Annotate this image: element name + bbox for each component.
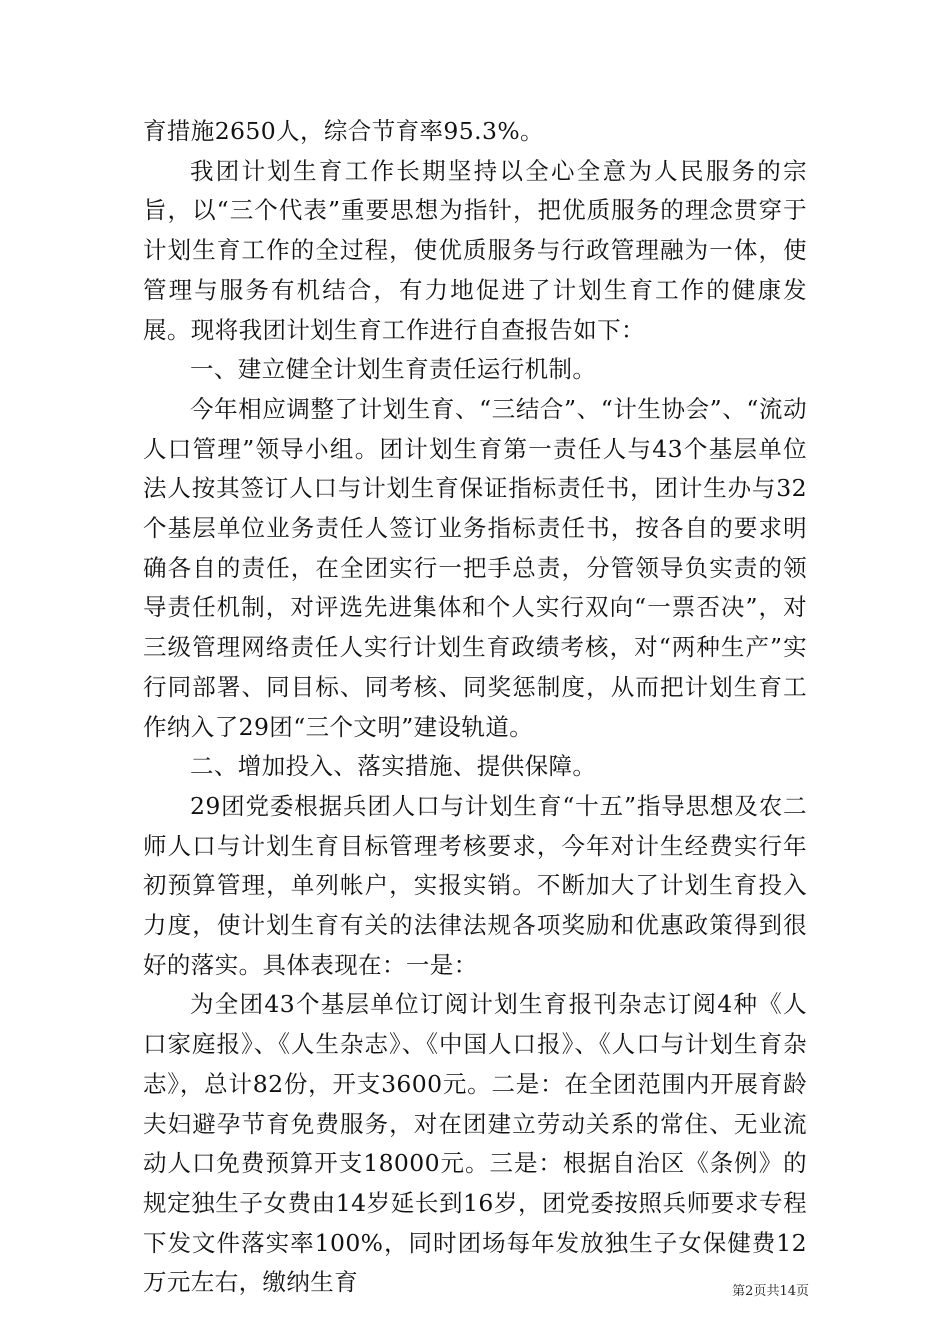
paragraph-section-2: 29团党委根据兵团人口与计划生育“十五”指导思想及农二师人口与计划生育目标管理考核要求，今年对计生经费实行年初预算管理，单列帐户，实报实销。不断加大了计划生育投入力度，使计划生育有关的法律法规各项奖励和优惠政策得到很好的落实。具体表现在：一是： [143, 791, 807, 979]
paragraph-continuation: 育措施2650人，综合节育率95.3%。 [143, 117, 544, 145]
paragraph-section-1: 今年相应调整了计划生育、“三结合”、“计生协会”、“流动人口管理”领导小组。团计划生育第一责任人与43个基层单位法人按其签订人口与计划生育保证指标责任书，团计生办与32个基层单位业务责任人签订业务指标责任书，按各自的要求明确各自的责任，在全团实行一把手总责，分管领导负实责的领导责任机制，对评选先进集体和个人实行双向“一票否决”，对三级管理网络责任人实行计划生育政绩考核，对“两种生产”实行同部署、同目标、同考核、同奖惩制度，从而把计划生育工作纳入了29团“三个文明”建设轨道。 [143, 394, 807, 741]
page-number: 第2页共14页 [732, 1284, 809, 1299]
paragraph-section-2-details: 为全团43个基层单位订阅计划生育报刊杂志订阅4种《人口家庭报》、《人生杂志》、《中国人口报》、《人口与计划生育杂志》，总计82份，开支3600元。二是：在全团范围内开展育龄夫妇避孕节育免费服务，对在团建立劳动关系的常住、无业流动人口免费预算开支18000元。三是：根据自治区《条例》的规定独生子女费由14岁延长到16岁，团党委按照兵师要求专程下发文件落实率100%，同时团场每年发放独生子女保健费12万元左右，缴纳生育 [143, 990, 807, 1297]
section-heading-2: 二、增加投入、落实措施、提供保障。 [190, 752, 597, 781]
document-body [143, 112, 807, 1303]
section-heading-1: 一、建立健全计划生育责任运行机制。 [190, 355, 597, 384]
paragraph-intro: 我团计划生育工作长期坚持以全心全意为人民服务的宗旨，以“三个代表”重要思想为指针，把优质服务的理念贯穿于计划生育工作的全过程，使优质服务与行政管理融为一体，使管理与服务有机结合，有力地促进了计划生育工作的健康发展。现将我团计划生育工作进行自查报告如下： [143, 156, 807, 344]
